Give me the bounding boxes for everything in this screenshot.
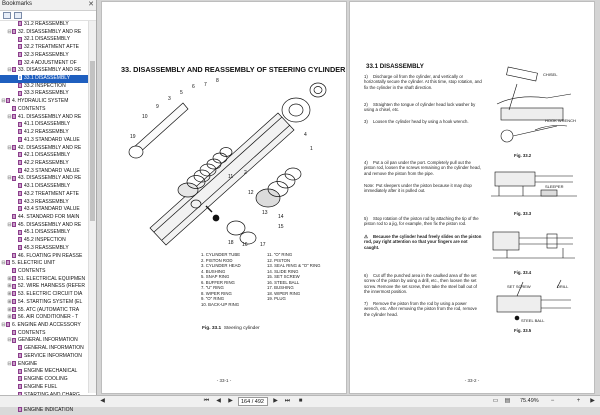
figure-caption-33-5: Fig. 33.5: [514, 328, 532, 333]
bookmark-item[interactable]: [0, 75, 88, 83]
bookmark-icon: [12, 176, 16, 181]
page-number: - 33-2 -: [464, 378, 480, 383]
bookmark-icon: [18, 168, 22, 173]
callout-number: 5: [180, 90, 183, 96]
bookmark-item[interactable]: [0, 129, 88, 137]
bookmark-label: 42.2 REASSEMBLY: [24, 159, 69, 166]
part-entry: 17. BUSHING: [267, 285, 294, 290]
bookmark-icon: [18, 353, 22, 358]
bookmark-label: 51. ELECTRICAL EQUIPMEN: [18, 275, 86, 282]
collapse-icon[interactable]: ⊟: [7, 360, 12, 367]
callout-number: 2: [244, 170, 247, 176]
set-screw-label: SET SCREW: [507, 284, 531, 289]
bookmark-tree: [0, 21, 88, 413]
bookmark-label: SERVICE INFORMATION: [24, 352, 82, 359]
callout-number: 15: [278, 224, 284, 230]
bookmark-label: 55. ATC (AUTOMATIC TRA: [18, 306, 80, 313]
bookmark-item[interactable]: [0, 98, 88, 106]
page-number-input[interactable]: [238, 397, 268, 406]
step-1: 1) Discharge oil from the cylinder, and vertically or horizontally secure the cylinder. At this time, stop rotation, and fix the cylinder in the shaft direction.: [364, 74, 482, 90]
bookmark-options-icon[interactable]: [14, 12, 22, 19]
last-page-icon[interactable]: ⏭: [284, 398, 291, 404]
bookmark-label: 45. DISASSEMBLY AND RE: [18, 221, 82, 228]
figure-caption-33-4: Fig. 33.4: [514, 270, 532, 275]
bookmarks-scrollbar[interactable]: [88, 21, 96, 393]
bookmark-label: 4. HYDRAULIC SYSTEM: [12, 98, 69, 105]
bookmark-item[interactable]: [0, 407, 88, 415]
bookmark-label: ENGINE MECHANICAL: [24, 368, 78, 375]
part-entry: 1. CYLINDER TUBE: [201, 252, 241, 257]
bookmark-label: CONTENTS: [18, 105, 46, 112]
bookmark-icon: [18, 369, 22, 374]
page-number: - 33-1 -: [216, 378, 232, 383]
callout-number: 18: [228, 240, 234, 246]
part-entry: 6. BUFFER RING: [201, 279, 235, 285]
bookmark-label: 53. ELECTRIC CIRCUIT DIA: [18, 291, 83, 298]
part-entry: 18. WIPER RING: [267, 290, 301, 296]
step-5: 5) Stop rotation of the piston rod by attaching the tip of the piston rod to a jig, for example, then fix the piston rod.: [364, 216, 479, 227]
bookmark-icon: [18, 245, 22, 250]
bookmark-icon: [18, 60, 22, 65]
bookmark-icon: [18, 191, 22, 196]
part-entry: 7. "U" RING: [201, 285, 224, 290]
bookmark-label: ENGINE INDICATION: [24, 406, 74, 413]
part-entry: 12. PISTON: [267, 257, 291, 263]
figure-33-2: [487, 64, 579, 146]
figure-33-3: [487, 162, 579, 206]
bookmark-label: 32.2 TREATMENT AFTE: [24, 44, 80, 51]
bookmark-item[interactable]: [0, 245, 88, 253]
bookmark-label: 56. AIR CONDITIONER - T: [18, 314, 79, 321]
bookmark-icon: [6, 260, 10, 265]
bookmark-icon: [12, 214, 16, 219]
bookmark-icon: [12, 291, 16, 296]
bookmark-item[interactable]: [0, 353, 88, 361]
bookmark-item[interactable]: [0, 345, 88, 353]
bookmark-item[interactable]: [0, 114, 88, 122]
callout-number: 6: [192, 84, 195, 90]
bookmark-item[interactable]: [0, 253, 88, 261]
bookmark-label: 43.3 REASSEMBLY: [24, 198, 69, 205]
bookmark-label: 32.4 ADJUSTMENT OF: [24, 59, 77, 66]
subsection-title: 33.1 DISASSEMBLY: [366, 63, 424, 70]
step-6: 6) Cut off the punched area in the caulked area of the set screw of the piston by using a drill, etc., then loosen the set screw. Remove the set screw, then take the steel ball out of the innermost position.: [364, 273, 477, 295]
bookmark-icon: [18, 75, 22, 80]
bookmark-label: 45.1 DISASSEMBLY: [24, 229, 71, 236]
bookmark-label: 33.1 DISASSEMBLY: [24, 75, 71, 82]
previous-page-icon[interactable]: ◀: [216, 398, 221, 404]
bookmark-item[interactable]: [0, 268, 88, 276]
bookmark-label: 46. FLOATING PIN REASSE: [18, 252, 83, 259]
bookmark-icon: [18, 376, 22, 381]
bookmark-item[interactable]: [0, 376, 88, 384]
callout-number: 7: [204, 82, 207, 88]
steel-ball-label: STEEL BALL: [521, 318, 545, 323]
bookmark-item[interactable]: [0, 52, 88, 60]
bookmark-label: 42.1 DISASSEMBLY: [24, 152, 71, 159]
part-entry: 9. "O" RING: [201, 296, 225, 301]
bookmark-label: ENGINE FUEL: [24, 383, 58, 390]
bookmark-icon: [12, 29, 16, 34]
scrollbar-thumb[interactable]: [90, 61, 95, 221]
bookmark-label: 32.1 DISASSEMBLY: [24, 36, 71, 43]
bookmark-label: 32. DISASSEMBLY AND RE: [18, 28, 82, 35]
figure-caption-text: Steering cylinder: [223, 326, 260, 331]
part-entry: 5. SNAP RING: [201, 274, 230, 279]
bookmark-item[interactable]: [0, 44, 88, 52]
bookmark-label: 41.2 REASSEMBLY: [24, 129, 69, 136]
bookmark-icon: [18, 122, 22, 127]
collapse-icon[interactable]: ⊟: [7, 221, 12, 228]
bookmark-item[interactable]: [0, 121, 88, 129]
bookmark-icon: [18, 137, 22, 142]
bookmark-icon: [12, 307, 16, 312]
bookmark-item[interactable]: [0, 145, 88, 153]
parts-list-left: [201, 252, 241, 307]
part-entry: 13. SEAL RING & "O" RING: [267, 263, 321, 268]
part-entry: 10. BACK-UP RING: [201, 301, 240, 307]
bookmark-item[interactable]: [0, 361, 88, 369]
bookmark-icon: [18, 345, 22, 350]
bookmark-icon: [6, 98, 10, 103]
bookmark-label: 33.3 REASSEMBLY: [24, 90, 69, 97]
callout-number: 3: [168, 96, 171, 102]
first-page-icon[interactable]: ⏮: [203, 398, 210, 404]
bookmark-item[interactable]: [0, 137, 88, 145]
bookmark-item[interactable]: [0, 368, 88, 376]
part-entry: 4. BUSHING: [201, 268, 226, 274]
next-page-icon[interactable]: ▶: [273, 398, 278, 404]
callout-number: 12: [248, 190, 254, 196]
bookmark-icon: [18, 21, 22, 26]
bookmark-label: 45.3 REASSEMBLY: [24, 244, 69, 251]
bookmark-item[interactable]: [0, 337, 88, 345]
play-icon[interactable]: ▶: [228, 398, 233, 404]
bookmark-icon: [18, 199, 22, 204]
bookmark-label: 43.1 DISASSEMBLY: [24, 183, 71, 190]
parts-list-right: [267, 252, 321, 302]
bookmark-item[interactable]: [0, 283, 88, 291]
hook-wrench-label: HOOK WRENCH: [545, 118, 576, 123]
bookmark-label: 5. ELECTRIC UNIT: [12, 260, 56, 267]
bookmark-item[interactable]: [0, 60, 88, 68]
part-entry: 11. "O" RING: [267, 252, 293, 257]
step-7: 7) Remove the piston from the rod by using a power wrench, etc. After removing the piston from the rod, remove the cylinder head.: [364, 301, 477, 317]
bookmark-icon: [18, 384, 22, 389]
part-entry: 2. PISTON ROD: [201, 257, 233, 263]
expand-icon[interactable]: ⊞: [7, 306, 12, 313]
page-33-2: [349, 1, 595, 394]
bookmark-icon: [18, 37, 22, 42]
bookmarks-toolbar: [0, 11, 96, 21]
bookmark-icon: [18, 91, 22, 96]
expand-all-icon[interactable]: [3, 12, 11, 19]
warning-icon: ⚠: [364, 234, 368, 239]
step-2: 2) Straighten the tongue of cylinder head lock washer by using a chisel, etc.: [364, 102, 476, 113]
collapse-icon[interactable]: ⊟: [7, 67, 12, 74]
bookmark-icon: [18, 44, 22, 49]
bookmark-icon: [18, 160, 22, 165]
bookmark-icon: [12, 276, 16, 281]
bookmark-icon: [12, 314, 16, 319]
bookmark-item[interactable]: [0, 21, 88, 29]
callout-number: 13: [262, 210, 268, 216]
bookmark-label: 43.2 TREATMENT AFTE: [24, 190, 80, 197]
bookmark-item[interactable]: [0, 67, 88, 75]
collapse-icon[interactable]: ⊟: [7, 175, 12, 182]
bookmark-label: 33. DISASSEMBLY AND RE: [18, 67, 82, 74]
bookmark-item[interactable]: [0, 206, 88, 214]
expand-icon[interactable]: ⊞: [7, 283, 12, 290]
bookmark-label: 42. DISASSEMBLY AND RE: [18, 144, 82, 151]
bookmark-item[interactable]: [0, 191, 88, 199]
zoom-level: 75.49%: [520, 398, 539, 404]
drill-label: DRILL: [557, 284, 569, 289]
figure-caption-33-2: Fig. 33.2: [514, 153, 532, 158]
bookmark-label: CONTENTS: [18, 329, 46, 336]
scroll-left-icon[interactable]: ◀: [100, 398, 105, 404]
step-3: 3) Loosen the cylinder head by using a hook wrench.: [364, 119, 469, 124]
bookmark-icon: [12, 338, 16, 343]
zoom-in-icon[interactable]: +: [576, 398, 581, 404]
bookmarks-header: [0, 0, 96, 11]
bookmark-label: CONTENTS: [18, 268, 46, 274]
collapse-icon[interactable]: ⊟: [1, 260, 6, 267]
figure-number: Fig. 33.1: [202, 326, 222, 331]
collapse-icon[interactable]: ⊟: [7, 28, 12, 35]
bookmark-item[interactable]: [0, 229, 88, 237]
figure-33-4: [487, 218, 579, 266]
part-entry: 16. STEEL BALL: [267, 279, 300, 285]
collapse-icon[interactable]: ⊟: [7, 337, 12, 344]
figure-caption: [202, 326, 260, 331]
bookmark-item[interactable]: [0, 330, 88, 338]
bookmark-icon: [12, 284, 16, 289]
bookmark-icon: [18, 152, 22, 157]
bookmark-icon: [18, 183, 22, 188]
bookmark-label: 41. DISASSEMBLY AND RE: [18, 113, 82, 120]
expand-icon[interactable]: ⊞: [7, 314, 12, 321]
figure-caption-33-3: Fig. 33.3: [514, 211, 532, 216]
bookmark-label: 52. WIRE HARNESS (REFER: [18, 283, 85, 290]
step-note: Note: Put sleepers under the piston because it may drop immediately after it is pulled out.: [364, 183, 472, 194]
status-toolbar: [0, 395, 600, 407]
bookmark-item[interactable]: [0, 384, 88, 392]
callout-number: 11: [228, 174, 234, 180]
bookmark-item[interactable]: [0, 222, 88, 230]
part-entry: 19. PLUG: [267, 296, 286, 301]
callout-number: 14: [278, 214, 284, 220]
part-entry: 14. SLIDE RING: [267, 268, 299, 274]
collapse-icon[interactable]: ⊟: [1, 98, 6, 105]
close-icon[interactable]: ✕: [88, 1, 94, 8]
bookmark-label: 41.3 STANDARD VALUE: [24, 136, 80, 143]
bookmarks-panel: [0, 0, 97, 413]
bookmark-item[interactable]: [0, 152, 88, 160]
bookmark-icon: [12, 330, 16, 335]
zoom-out-icon[interactable]: −: [550, 398, 555, 404]
bookmark-icon: [18, 83, 22, 88]
collapse-icon[interactable]: ⊟: [1, 322, 6, 329]
collapse-icon[interactable]: ⊟: [7, 144, 12, 151]
bookmarks-title: Bookmarks: [2, 1, 33, 7]
bookmark-label: ENGINE COOLING: [24, 376, 68, 383]
document-view: [97, 0, 600, 395]
bookmark-icon: [18, 407, 22, 412]
bookmark-icon: [12, 114, 16, 119]
bookmark-label: 6. ENGINE AND ACCESSORY: [12, 322, 81, 329]
bookmark-label: 32.3 REASSEMBLY: [24, 51, 69, 58]
callout-number: 10: [142, 114, 148, 120]
bookmark-label: 44. STANDARD FOR MAIN: [18, 213, 80, 220]
bookmark-icon: [18, 206, 22, 211]
bookmark-label: ENGINE: [18, 360, 38, 367]
bookmark-icon: [12, 67, 16, 72]
bookmark-item[interactable]: [0, 214, 88, 222]
steering-cylinder-drawing: [128, 78, 333, 248]
bookmark-item[interactable]: [0, 175, 88, 183]
bookmark-icon: [12, 253, 16, 258]
sleeper-label: SLEEPER: [545, 184, 564, 189]
bookmark-item[interactable]: [0, 291, 88, 299]
single-page-view-icon[interactable]: ▭: [492, 398, 499, 404]
bookmark-label: 43. DISASSEMBLY AND RE: [18, 175, 82, 182]
callout-number: 9: [156, 104, 159, 110]
bookmark-label: 31.2 REASSEMBLY: [24, 21, 69, 27]
bookmark-item[interactable]: [0, 90, 88, 98]
bookmark-label: GENERAL INFORMATION: [24, 345, 84, 352]
page-33-1: [101, 1, 347, 394]
callout-number: 19: [130, 134, 136, 140]
bookmark-icon: [12, 145, 16, 150]
bookmark-item[interactable]: [0, 36, 88, 44]
callout-number: 8: [216, 78, 219, 84]
section-title: 33. DISASSEMBLY AND REASSEMBLY OF STEERING CYLINDER: [121, 65, 346, 74]
bookmark-label: 54. STARTING SYSTEM (EL: [18, 298, 83, 305]
bookmark-label: 45.2 INSPECTION: [24, 237, 66, 244]
bookmark-item[interactable]: [0, 237, 88, 245]
callout-number: 1: [310, 146, 313, 152]
expand-icon[interactable]: ⊞: [7, 291, 12, 298]
continuous-view-icon[interactable]: ▤: [504, 398, 511, 404]
part-entry: 8. WIPER RING: [201, 290, 232, 296]
step-4: 4) Put a oil pan under the port. Completely pull out the piston rod, loosen the screws remaining on the cylinder head, and remove the piston from the pipe.: [364, 160, 481, 176]
stop-icon[interactable]: ■: [298, 398, 303, 404]
bookmark-icon: [6, 322, 10, 327]
bookmark-item[interactable]: [0, 276, 88, 284]
bookmark-label: GENERAL INFORMATION: [18, 337, 78, 344]
bookmark-icon: [12, 299, 16, 304]
bookmark-icon: [18, 230, 22, 235]
figure-33-5: [487, 278, 579, 324]
callout-number: 4: [304, 132, 307, 138]
part-entry: 15. SET SCREW: [267, 274, 300, 279]
callout-number: 16: [242, 242, 248, 248]
bookmark-icon: [18, 129, 22, 134]
callout-number: 17: [260, 242, 266, 248]
bookmark-item[interactable]: [0, 299, 88, 307]
scroll-right-icon[interactable]: ▶: [590, 398, 595, 404]
chisel-label: CHISEL: [543, 72, 558, 77]
bookmark-icon: [18, 52, 22, 57]
bookmark-item[interactable]: [0, 83, 88, 91]
bookmark-icon: [12, 222, 16, 227]
bookmark-icon: [18, 237, 22, 242]
bookmark-item[interactable]: [0, 29, 88, 37]
part-entry: 3. CYLINDER HEAD: [201, 263, 241, 268]
bookmark-item[interactable]: [0, 314, 88, 322]
bookmark-item[interactable]: [0, 199, 88, 207]
bookmark-label: 43.4 STANDARD VALUE: [24, 206, 80, 213]
bookmark-item[interactable]: [0, 160, 88, 168]
bookmark-label: 41.1 DISASSEMBLY: [24, 121, 71, 128]
bookmark-item[interactable]: [0, 307, 88, 315]
collapse-icon[interactable]: ⊟: [7, 113, 12, 120]
expand-icon[interactable]: ⊞: [7, 298, 12, 305]
bookmark-icon: [12, 268, 16, 273]
expand-icon[interactable]: ⊞: [7, 275, 12, 282]
bookmark-item[interactable]: [0, 168, 88, 176]
caution-note: ⚠ Because the cylinder head freely slides on the piston rod, pay right attention so that your fingers are not caught.: [364, 234, 482, 250]
bookmark-item[interactable]: [0, 183, 88, 191]
bookmark-item[interactable]: [0, 260, 88, 268]
bookmark-label: 33.2 INSPECTION: [24, 82, 66, 89]
bookmark-item[interactable]: [0, 322, 88, 330]
bookmark-icon: [12, 106, 16, 111]
bookmark-icon: [12, 361, 16, 366]
bookmark-label: 42.3 STANDARD VALUE: [24, 167, 80, 174]
bookmark-item[interactable]: [0, 106, 88, 114]
